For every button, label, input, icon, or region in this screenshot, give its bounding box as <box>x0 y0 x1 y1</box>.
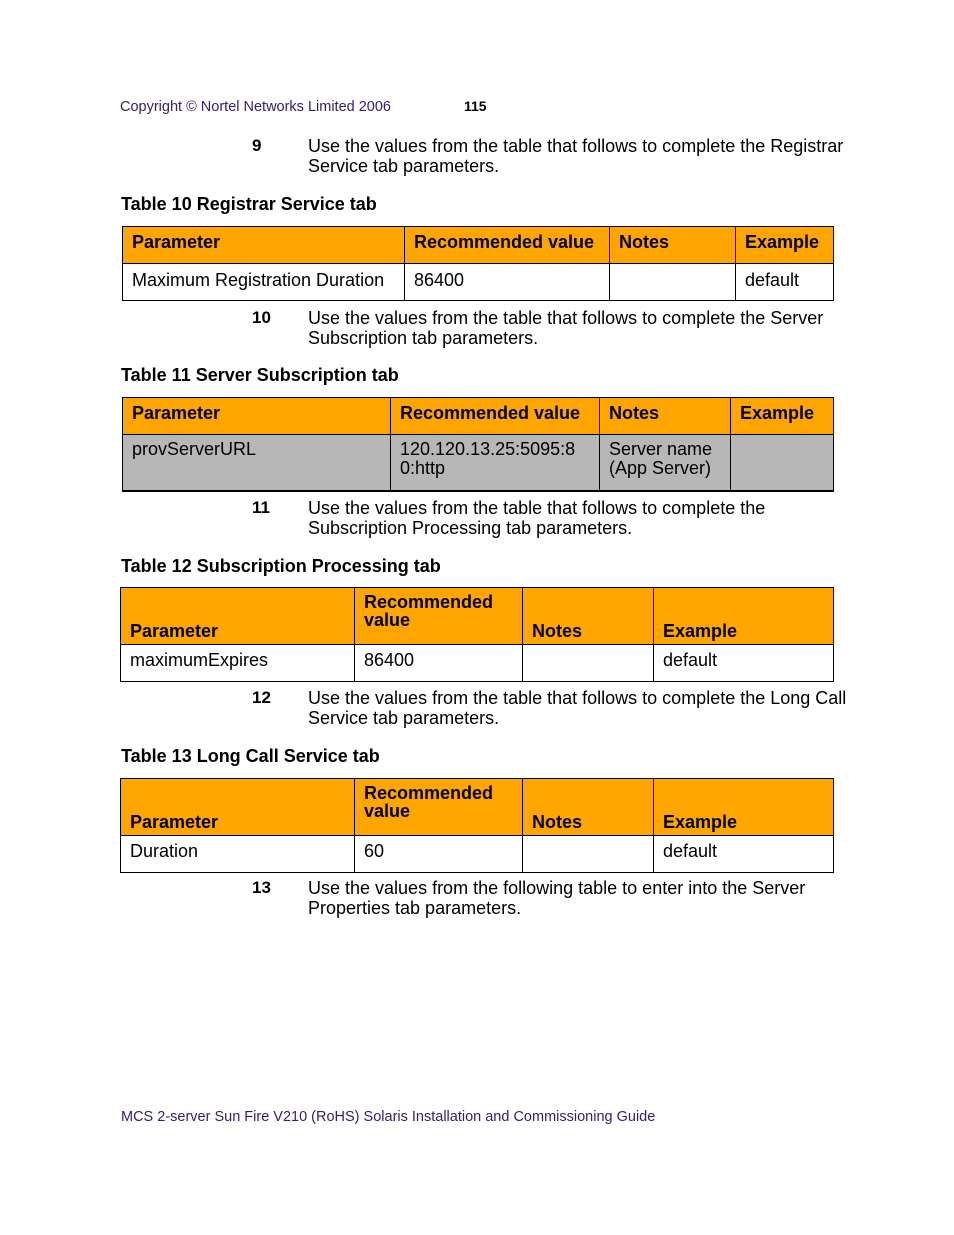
table-cell: default <box>654 645 834 682</box>
table-cell: default <box>654 836 834 873</box>
table-cell: 86400 <box>405 264 610 301</box>
table-cell: default <box>736 264 834 301</box>
step-number: 10 <box>252 308 271 327</box>
column-header: Example <box>736 227 834 264</box>
column-header: Notes <box>600 398 731 435</box>
table-cell: Server name (App Server) <box>600 435 731 491</box>
column-header: Parameter <box>121 588 355 645</box>
column-header: Example <box>731 398 834 435</box>
column-header: Recommended value <box>355 588 523 645</box>
table-row <box>123 435 834 491</box>
column-header: Recommended value <box>405 227 610 264</box>
table-cell: maximumExpires <box>121 645 355 682</box>
step-number: 9 <box>252 136 262 155</box>
table-11-caption: Table 11 Server Subscription tab <box>121 365 399 385</box>
column-header: Parameter <box>121 779 355 836</box>
table-cell: Maximum Registration Duration <box>123 264 405 301</box>
table-cell: 60 <box>355 836 523 873</box>
column-header: Parameter <box>123 227 405 264</box>
table-cell: Duration <box>121 836 355 873</box>
registrar-service-table <box>122 226 834 301</box>
column-header: Example <box>654 779 834 836</box>
column-header: Parameter <box>123 398 391 435</box>
table-10-caption: Table 10 Registrar Service tab <box>121 194 377 214</box>
table-cell <box>731 435 834 491</box>
table-12-caption: Table 12 Subscription Processing tab <box>121 556 441 576</box>
table-cell: provServerURL <box>123 435 391 491</box>
step-text: Use the values from the table that follows to complete the Registrar Service tab parameters. <box>308 136 844 176</box>
step-text: Use the values from the table that follows to complete the Server Subscription tab parameters. <box>308 308 824 348</box>
table-cell <box>523 645 654 682</box>
column-header: Notes <box>610 227 736 264</box>
table-13-caption: Table 13 Long Call Service tab <box>121 746 380 766</box>
server-subscription-table <box>122 397 834 492</box>
column-header: Notes <box>523 588 654 645</box>
table-cell <box>523 836 654 873</box>
step-text: Use the values from the following table to enter into the Server Properties tab parameters. <box>308 878 806 918</box>
step-number: 12 <box>252 688 271 707</box>
column-header: Recommended value <box>391 398 600 435</box>
table-row <box>121 645 834 682</box>
copyright-notice: Copyright © Nortel Networks Limited 2006 <box>120 99 391 115</box>
step-number: 13 <box>252 878 271 897</box>
step-12 <box>252 688 852 730</box>
table-cell: 86400 <box>355 645 523 682</box>
step-9 <box>252 136 852 178</box>
step-10 <box>252 308 852 350</box>
column-header: Notes <box>523 779 654 836</box>
step-13 <box>252 878 852 920</box>
long-call-service-table <box>120 778 834 873</box>
column-header: Recommended value <box>355 779 523 836</box>
table-row <box>121 836 834 873</box>
page-number: 115 <box>464 98 487 114</box>
subscription-processing-table <box>120 587 834 682</box>
table-cell: 120.120.13.25:5095:8 0:http <box>391 435 600 491</box>
table-cell <box>610 264 736 301</box>
step-number: 11 <box>252 498 270 517</box>
step-text: Use the values from the table that follows to complete the Subscription Processing tab parameters. <box>308 498 766 538</box>
column-header: Example <box>654 588 834 645</box>
step-text: Use the values from the table that follows to complete the Long Call Service tab parameters. <box>308 688 847 728</box>
footer-document-title: MCS 2-server Sun Fire V210 (RoHS) Solaris Installation and Commissioning Guide <box>121 1109 656 1125</box>
step-11 <box>252 498 852 540</box>
table-row <box>123 264 834 301</box>
